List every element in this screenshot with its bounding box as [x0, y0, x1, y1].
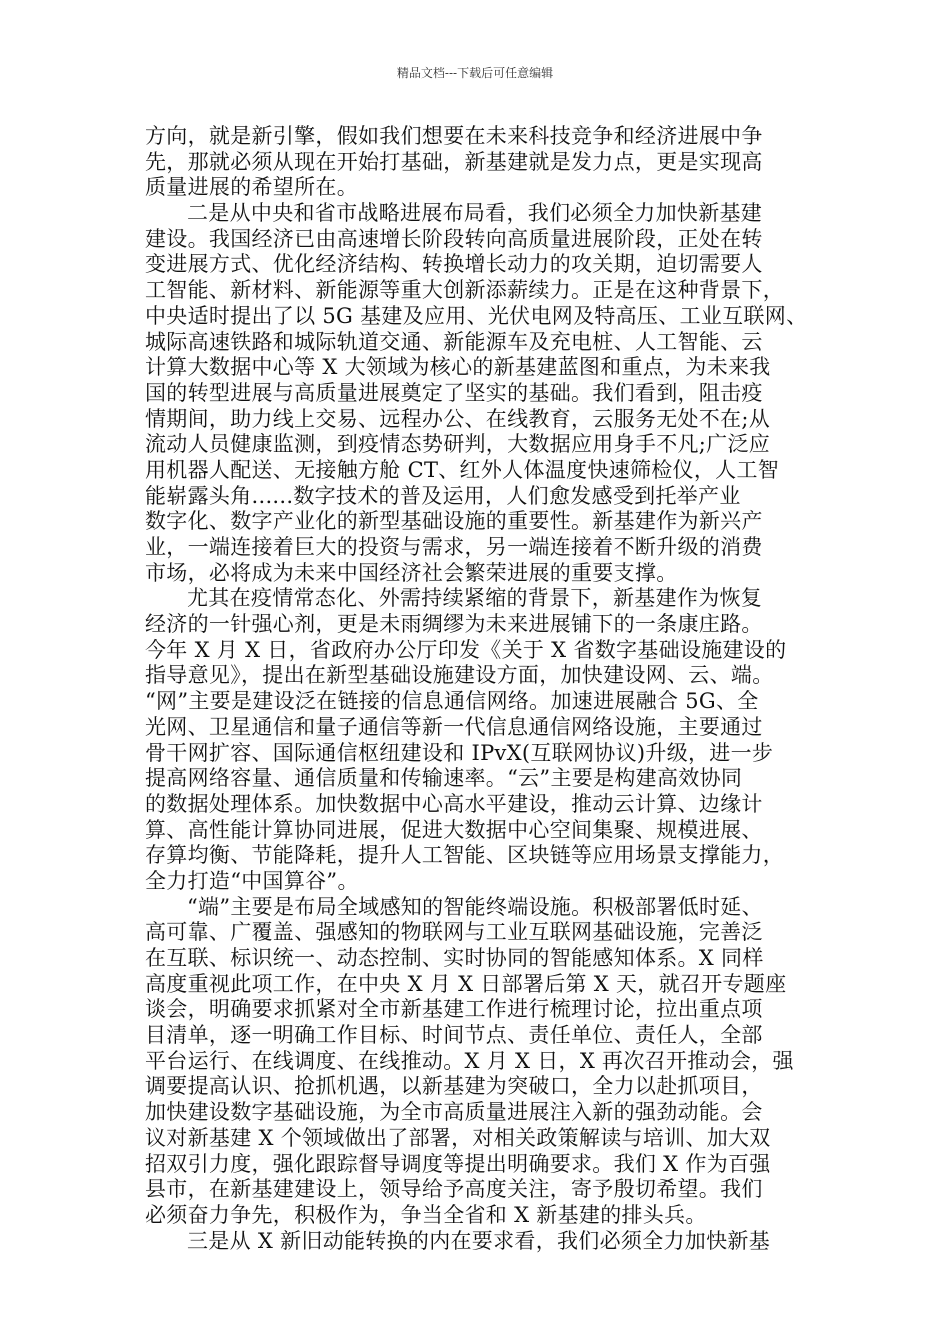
text-line: 招双引力度，强化跟踪督导调度等提出明确要求。我们 X 作为百强	[145, 1151, 771, 1176]
text-line: 提高网络容量、通信质量和传输速率。“云”主要是构建高效协同	[145, 766, 743, 791]
text-line: 目清单，逐一明确工作目标、时间节点、责任单位、责任人，全部	[145, 1023, 763, 1048]
text-line: 能崭露头角......数字技术的普及运用，人们愈发感受到托举产业	[145, 483, 741, 508]
text-line: 经济的一针强心剂，更是未雨绸缪为未来进展铺下的一条康庄路。	[145, 612, 763, 637]
text-line: 中央适时提出了以 5G 基建及应用、光伏电网及特高压、工业互联网、	[145, 303, 808, 328]
text-line: 变进展方式、优化经济结构、转换增长动力的攻关期，迫切需要人	[145, 252, 763, 277]
text-line: 流动人员健康监测，到疫情态势研判，大数据应用身手不凡;广泛应	[145, 432, 771, 457]
text-line: 建设。我国经济已由高速增长阶段转向高质量进展阶段，正处在转	[145, 226, 763, 251]
text-line: 三是从 X 新旧动能转换的内在要求看，我们必须全力加快新基	[187, 1228, 770, 1253]
text-line: 今年 X 月 X 日，省政府办公厅印发《关于 X 省数字基础设施建设的	[145, 637, 787, 662]
text-line: 存算均衡、节能降耗，提升人工智能、区块链等应用场景支撑能力，	[145, 843, 784, 868]
text-line: 先，那就必须从现在开始打基础，新基建就是发力点，更是实现高	[145, 149, 763, 174]
text-line: 高度重视此项工作，在中央 X 月 X 日部署后第 X 天，就召开专题座	[145, 971, 787, 996]
text-line: “网”主要是建设泛在链接的信息通信网络。加速进展融合 5G、全	[145, 689, 759, 714]
text-line: 全力打造“中国算谷”。	[145, 868, 359, 893]
paragraph	[145, 1229, 825, 1255]
text-line: 必须奋力争先，积极作为，争当全省和 X 新基建的排头兵。	[145, 1202, 707, 1227]
paragraph	[145, 124, 825, 201]
paragraph	[145, 586, 825, 894]
paragraph	[145, 201, 825, 586]
text-line: 国的转型进展与高质量进展奠定了坚实的基础。我们看到，阻击疫	[145, 380, 763, 405]
text-line: 工智能、新材料、新能源等重大创新添薪续力。正是在这种背景下，	[145, 278, 784, 303]
text-line: “端”主要是布局全域感知的智能终端设施。积极部署低时延、	[187, 894, 763, 919]
text-line: 数字化、数字产业化的新型基础设施的重要性。新基建作为新兴产	[145, 509, 763, 534]
text-line: 的数据处理体系。加快数据中心高水平建设，推动云计算、边缘计	[145, 791, 763, 816]
text-line: 算、高性能计算协同进展，促进大数据中心空间集聚、规模进展、	[145, 817, 763, 842]
text-line: 调要提高认识、抢抓机遇，以新基建为突破口，全力以赴抓项目，	[145, 1074, 763, 1099]
text-line: 高可靠、广覆盖、强感知的物联网与工业互联网基础设施，完善泛	[145, 920, 763, 945]
text-line: 业，一端连接着巨大的投资与需求，另一端连接着不断升级的消费	[145, 535, 763, 559]
paragraph	[145, 895, 825, 1229]
text-line: 谈会，明确要求抓紧对全市新基建工作进行梳理讨论，拉出重点项	[145, 997, 763, 1022]
text-line: 质量进展的希望所在。	[145, 175, 358, 200]
text-line: 加快建设数字基础设施，为全市高质量进展注入新的强劲动能。会	[145, 1100, 763, 1125]
document-body	[145, 124, 825, 1254]
page-header: 精品文档---下载后可任意编辑	[396, 66, 554, 80]
text-line: 城际高速铁路和城际轨道交通、新能源车及充电桩、人工智能、云	[145, 329, 763, 354]
text-line: 光网、卫星通信和量子通信等新一代信息通信网络设施，主要通过	[145, 714, 763, 739]
text-line: 计算大数据中心等 X 大领域为核心的新基建蓝图和重点，为未来我	[145, 355, 771, 380]
text-line: 平台运行、在线调度、在线推动。X 月 X 日，X 再次召开推动会，强	[145, 1048, 794, 1073]
text-line: 尤其在疫情常态化、外需持续紧缩的背景下，新基建作为恢复	[187, 586, 763, 611]
text-line: 情期间，助力线上交易、远程办公、在线教育，云服务无处不在;从	[145, 406, 771, 431]
text-line: 方向，就是新引擎，假如我们想要在未来科技竞争和经济进展中争	[145, 124, 763, 148]
text-line: 指导意见》，提出在新型基础设施建设方面，加快建设网、云、端。	[145, 663, 774, 688]
text-line: 在互联、标识统一、动态控制、实时协同的智能感知体系。X 同样	[145, 946, 764, 970]
text-line: 二是从中央和省市战略进展布局看，我们必须全力加快新基建	[187, 201, 763, 226]
text-line: 骨干网扩容、国际通信枢纽建设和 IPvX(互联网协议)升级，进一步	[145, 740, 774, 765]
text-line: 用机器人配送、无接触方舱 CT、红外人体温度快速筛检仪，人工智	[145, 457, 780, 482]
text-line: 市场，必将成为未来中国经济社会繁荣进展的重要支撑。	[145, 560, 678, 585]
text-line: 议对新基建 X 个领域做出了部署，对相关政策解读与培训、加大双	[145, 1125, 771, 1150]
text-line: 县市，在新基建建设上，领导给予高度关注，寄予殷切希望。我们	[145, 1177, 763, 1202]
